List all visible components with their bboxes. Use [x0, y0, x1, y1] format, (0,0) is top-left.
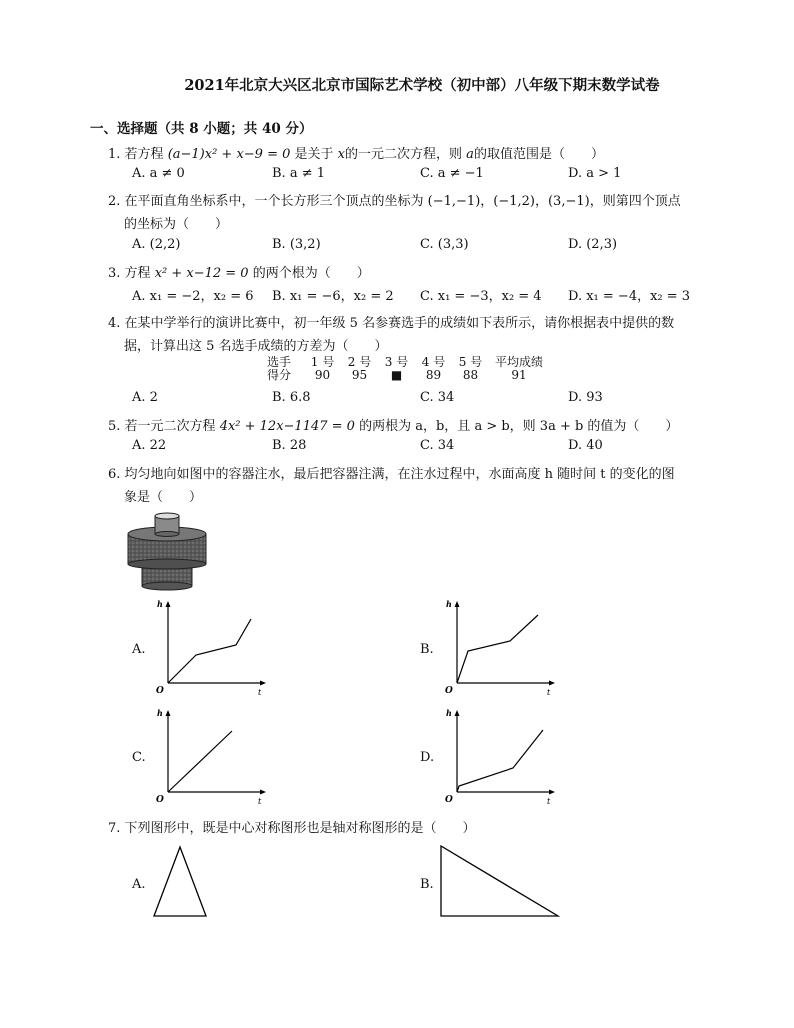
axis-label-t: t: [547, 688, 551, 697]
score-table: [267, 356, 549, 382]
q2-option-b[interactable]: B. (3,2): [272, 237, 321, 252]
score-table-data-row: [267, 369, 549, 382]
q6-graph-a[interactable]: [154, 597, 270, 697]
q4-option-c[interactable]: C. 34: [420, 390, 455, 405]
origin-label: O: [156, 686, 164, 696]
table-header-cell: 2 号: [347, 355, 372, 369]
question-3: [108, 262, 370, 281]
axis-label-h: h: [157, 599, 163, 609]
q4-option-b[interactable]: B. 6.8: [272, 390, 311, 405]
q1-text-d: 的取值范围是（ ）: [473, 147, 604, 162]
q6-graph-c[interactable]: [154, 706, 270, 806]
q3-equation: x² + x−12 = 0: [154, 266, 249, 281]
question-6-line-1: 6. 均匀地向如图中的容器注水，最后把容器注满，在注水过程中，水面高度 h 随时间 t 的变化的图: [108, 467, 675, 482]
question-4-line-2: 据，计算出这 5 名选手成绩的方差为（ ）: [124, 339, 388, 354]
question-2-line-2: 的坐标为（ ）: [124, 217, 229, 232]
graph-c-curve: [168, 731, 232, 792]
q7-triangle-b[interactable]: [436, 842, 562, 920]
origin-label: O: [156, 795, 164, 805]
q6-option-d-label[interactable]: D.: [420, 750, 435, 765]
q4-option-d[interactable]: D. 93: [568, 390, 603, 405]
q3-option-b[interactable]: B. x₁ = −6，x₂ = 2: [272, 289, 394, 304]
q3-text-a: 3. 方程: [108, 266, 151, 281]
question-5: [108, 415, 678, 434]
q7-triangle-a[interactable]: [148, 844, 214, 920]
q1-var-x: x: [337, 147, 346, 162]
q1-option-d[interactable]: D. a > 1: [568, 166, 622, 181]
q1-text-b: 是关于: [294, 147, 334, 162]
q2-option-d[interactable]: D. (2,3): [568, 237, 618, 252]
q5-text-b: 的两根为: [359, 419, 412, 434]
question-1: [108, 143, 604, 162]
q6-graph-d[interactable]: [443, 706, 559, 806]
table-header-cell: 4 号: [421, 355, 446, 369]
question-2-line-1: 2. 在平面直角坐标系中，一个长方形三个顶点的坐标为 (−1,−1)，(−1,2)，(3,−1)，则第四个顶点: [108, 194, 681, 209]
axis-label-h: h: [157, 708, 163, 718]
table-cell: 得分: [267, 368, 292, 382]
axis-label-t: t: [547, 797, 551, 806]
graph-d-curve: [457, 730, 543, 792]
table-cell: 89: [425, 368, 442, 382]
table-header-cell: 5 号: [458, 355, 483, 369]
q1-text-a: 1. 若方程: [108, 147, 164, 162]
question-7: 7. 下列图形中，既是中心对称图形也是轴对称图形的是（ ）: [108, 821, 476, 836]
q5-option-c[interactable]: C. 34: [420, 438, 455, 453]
table-header-cell: 选手: [267, 355, 292, 369]
graph-b-curve: [457, 615, 538, 683]
table-cell: 90: [314, 368, 331, 382]
q1-equation: (a−1)x² + x−9 = 0: [167, 147, 291, 162]
axis-label-h: h: [446, 599, 452, 609]
table-header-cell: 1 号: [310, 355, 335, 369]
q2-option-a[interactable]: A. (2,2): [132, 237, 181, 252]
q5-text-c: a，b，且 a > b，则 3a + b 的值为（ ）: [415, 419, 679, 434]
q6-option-c-label[interactable]: C.: [132, 750, 146, 765]
q1-option-c[interactable]: C. a ≠ −1: [420, 166, 484, 181]
q7-option-a-label[interactable]: A.: [132, 877, 146, 892]
q6-option-b-label[interactable]: B.: [420, 642, 434, 657]
table-header-cell: 平均成绩: [494, 355, 543, 369]
graph-a-curve: [168, 619, 251, 683]
table-cell: 88: [462, 368, 479, 382]
table-cell: 95: [351, 368, 368, 382]
q3-text-b: 的两个根为（ ）: [252, 266, 370, 281]
q3-option-a[interactable]: A. x₁ = −2，x₂ = 6: [132, 289, 254, 304]
q3-option-c[interactable]: C. x₁ = −3，x₂ = 4: [420, 289, 542, 304]
q1-text-c: 的一元二次方程，则: [345, 147, 463, 162]
container-figure: [124, 510, 210, 592]
section-heading: 一、选择题（共 8 小题；共 40 分）: [90, 121, 313, 137]
score-table-header-row: [267, 356, 549, 369]
question-4-line-1: 4. 在某中学举行的演讲比赛中，初一年级 5 名参赛选手的成绩如下表所示，请你根据表中提供的数: [108, 316, 675, 331]
q1-option-a[interactable]: A. a ≠ 0: [132, 166, 185, 181]
q1-option-b[interactable]: B. a ≠ 1: [272, 166, 325, 181]
q5-option-b[interactable]: B. 28: [272, 438, 307, 453]
exam-title: 2021年北京大兴区北京市国际艺术学校（初中部）八年级下期末数学试卷: [184, 77, 660, 94]
axis-label-t: t: [258, 688, 262, 697]
question-6-line-2: 象是（ ）: [124, 490, 203, 505]
q1-var-a: a: [466, 147, 474, 162]
q6-option-a-label[interactable]: A.: [132, 642, 146, 657]
origin-label: O: [445, 686, 453, 696]
q2-option-c[interactable]: C. (3,3): [420, 237, 469, 252]
table-cell-hidden-score: ■: [390, 368, 403, 382]
table-cell: 91: [511, 368, 527, 382]
q5-option-a[interactable]: A. 22: [132, 438, 167, 453]
q6-graph-b[interactable]: [443, 597, 559, 697]
q4-option-a[interactable]: A. 2: [132, 390, 158, 405]
q7-option-b-label[interactable]: B.: [420, 877, 434, 892]
q5-option-d[interactable]: D. 40: [568, 438, 603, 453]
axis-label-t: t: [258, 797, 262, 806]
q5-equation: 4x² + 12x−1147 = 0: [219, 419, 355, 434]
q5-text-a: 5. 若一元二次方程: [108, 419, 216, 434]
table-header-cell: 3 号: [384, 355, 409, 369]
axis-label-h: h: [446, 708, 452, 718]
origin-label: O: [445, 795, 453, 805]
q3-option-d[interactable]: D. x₁ = −4，x₂ = 3: [568, 289, 691, 304]
